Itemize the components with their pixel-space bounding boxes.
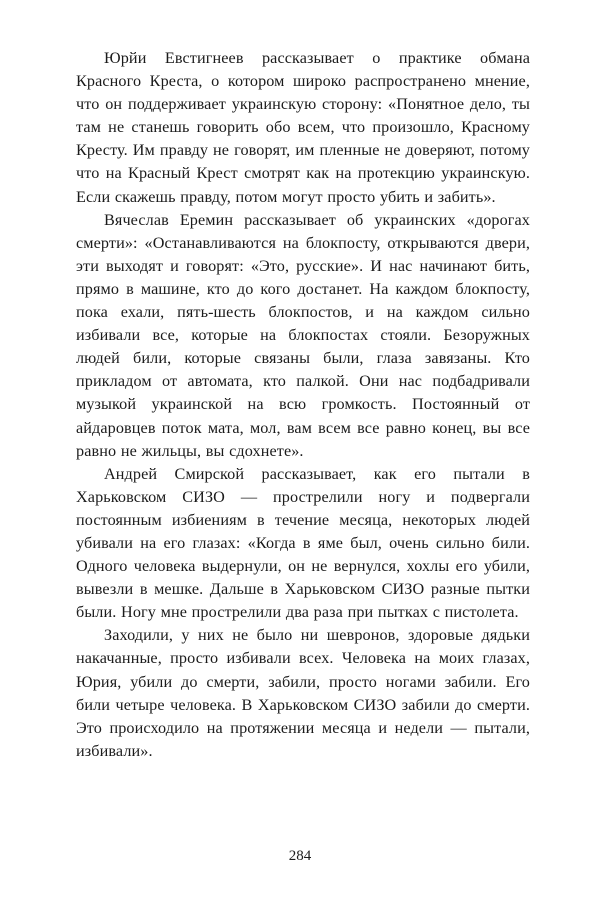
page-number: 284 <box>288 848 312 864</box>
paragraph: Андрей Смирской рассказывает, как его пытали в Харьковском СИЗО — прострелили ногу и подвергали постоянным избиениям в течение месяца, некоторых людей убивали на его глазах: «Когда в яме был, очень сильно били. Одного человека выдернули, он не вернулся, хохлы его убили, вывезли в мешке. Дальше в Харьковском СИЗО разные пытки были. Ногу мне прострелили два раза при пытках с пистолета. <box>76 464 530 622</box>
text-block <box>76 47 530 763</box>
paragraph: Вячеслав Еремин рассказывает об украинских «дорогах смерти»: «Останавливаются на блокпосту, открываются двери, эти выходят и говорят: «Это, русские». И нас начинают бить, прямо в машине, кто до кого достанет. На каждом блокпосту, пока ехали, пять-шесть блокпостов, и на каждом сильно избивали все, которые на блокпостах стояли. Безоружных людей били, которые связаны были, глаза завязаны. Кто прикладом от автомата, кто палкой. Они нас подбадривали музыкой украинской на всю громкость. Постоянный от айдаровцев поток мата, мол, вам всем все равно конец, вы все равно не жильцы, вы сдохнете». <box>76 210 530 460</box>
paragraph: Заходили, у них не было ни шевронов, здоровые дядьки накачанные, просто избивали всех. Человека на моих глазах, Юрия, убили до смерти, забили, просто ногами забили. Его били четыре человека. В Харьковском СИЗО забили до смерти. Это происходило на протяжении месяца и недели — пытали, избивали». <box>76 626 530 760</box>
paragraph: Юрйи Евстигнеев рассказывает о практике обмана Красного Креста, о котором широко распространено мнение, что он поддерживает украинскую сторону: «Понятное дело, ты там не станешь говорить обо всем, что произошло, Красному Кресту. Им правду не говорят, им пленные не доверяют, потому что на Красный Крест смотрят как на протекцию украинскую. Если скажешь правду, потом могут просто убить и забить». <box>76 49 530 206</box>
